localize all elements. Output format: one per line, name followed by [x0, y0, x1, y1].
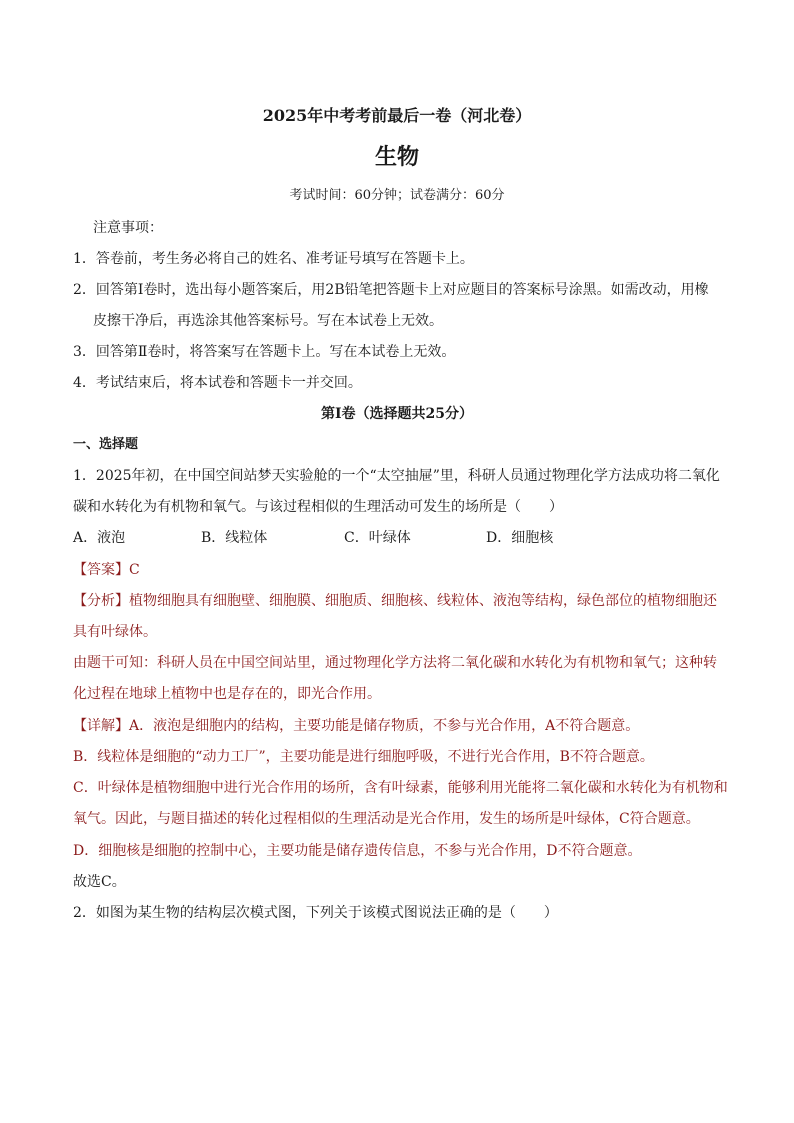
detail-text: A．液泡是细胞内的结构，主要功能是储存物质，不参与光合作用，A不符合题意。	[129, 718, 640, 734]
detail-text: 氧气。因此，与题目描述的转化过程相似的生理活动是光合作用，发生的场所是叶绿体，C符合题意。	[73, 811, 700, 827]
option-c: C．叶绿体	[344, 530, 411, 546]
analysis-text: 植物细胞具有细胞壁、细胞膜、细胞质、细胞核、线粒体、液泡等结构，绿色部位的植物细胞还	[129, 593, 717, 609]
detail-text: B．线粒体是细胞的“动力工厂”，主要功能是进行细胞呼吸，不进行光合作用，B不符合题意。	[73, 749, 654, 765]
note-item: 1．答卷前，考生务必将自己的姓名、准考证号填写在答题卡上。	[73, 251, 474, 267]
option-b: B．线粒体	[201, 530, 268, 546]
answer-value: C	[129, 562, 140, 578]
answer-label: 【答案】	[73, 562, 129, 578]
question-1-stem: 碳和水转化为有机物和氧气。与该过程相似的生理活动可发生的场所是（ ）	[73, 499, 563, 515]
subject-title: 生物	[374, 145, 419, 170]
note-item: 4．考试结束后，将本试卷和答题卡一并交回。	[73, 375, 362, 391]
detail-text: C．叶绿体是植物细胞中进行光合作用的场所，含有叶绿素，能够利用光能将二氧化碳和水转化为有机物和	[73, 780, 728, 796]
question-1-stem: 1．2025年初，在中国空间站梦天实验舱的一个“太空抽屉”里，科研人员通过物理化学方法成功将二氧化	[73, 468, 720, 484]
analysis-text: 具有叶绿体。	[73, 624, 157, 640]
option-a: A．液泡	[73, 530, 126, 546]
note-item-continued: 皮擦干净后，再选涂其他答案标号。写在本试卷上无效。	[93, 313, 443, 329]
note-item: 3．回答第Ⅱ卷时，将答案写在答题卡上。写在本试卷上无效。	[73, 344, 456, 360]
notes-heading: 注意事项：	[93, 220, 163, 236]
section-title: 第Ⅰ卷（选择题共25分）	[320, 406, 474, 422]
detail-line	[73, 716, 639, 736]
detail-text: D．细胞核是细胞的控制中心，主要功能是储存遗传信息，不参与光合作用，D不符合题意。	[73, 843, 642, 859]
part-heading: 一、选择题	[73, 437, 139, 452]
question-2-stem: 2．如图为某生物的结构层次模式图，下列关于该模式图说法正确的是（ ）	[73, 905, 558, 921]
question-1-options	[73, 528, 553, 548]
option-d: D．细胞核	[486, 530, 554, 546]
exam-info: 考试时间：60分钟；试卷满分：60分	[289, 188, 505, 203]
exam-title: 2025年中考考前最后一卷（河北卷）	[262, 106, 532, 125]
detail-label: 【详解】	[73, 718, 129, 734]
analysis-text: 化过程在地球上植物中也是存在的，即光合作用。	[73, 686, 381, 702]
analysis-label: 【分析】	[73, 593, 129, 609]
analysis-line	[73, 591, 717, 611]
answer-line	[73, 560, 140, 580]
analysis-text: 由题干可知：科研人员在中国空间站里，通过物理化学方法将二氧化碳和水转化为有机物和氧气；这种转	[73, 655, 717, 671]
conclusion-text: 故选C。	[73, 874, 126, 890]
note-item: 2．回答第Ⅰ卷时，选出每小题答案后，用2B铅笔把答题卡上对应题目的答案标号涂黑。如需改动，用橡	[73, 282, 709, 298]
